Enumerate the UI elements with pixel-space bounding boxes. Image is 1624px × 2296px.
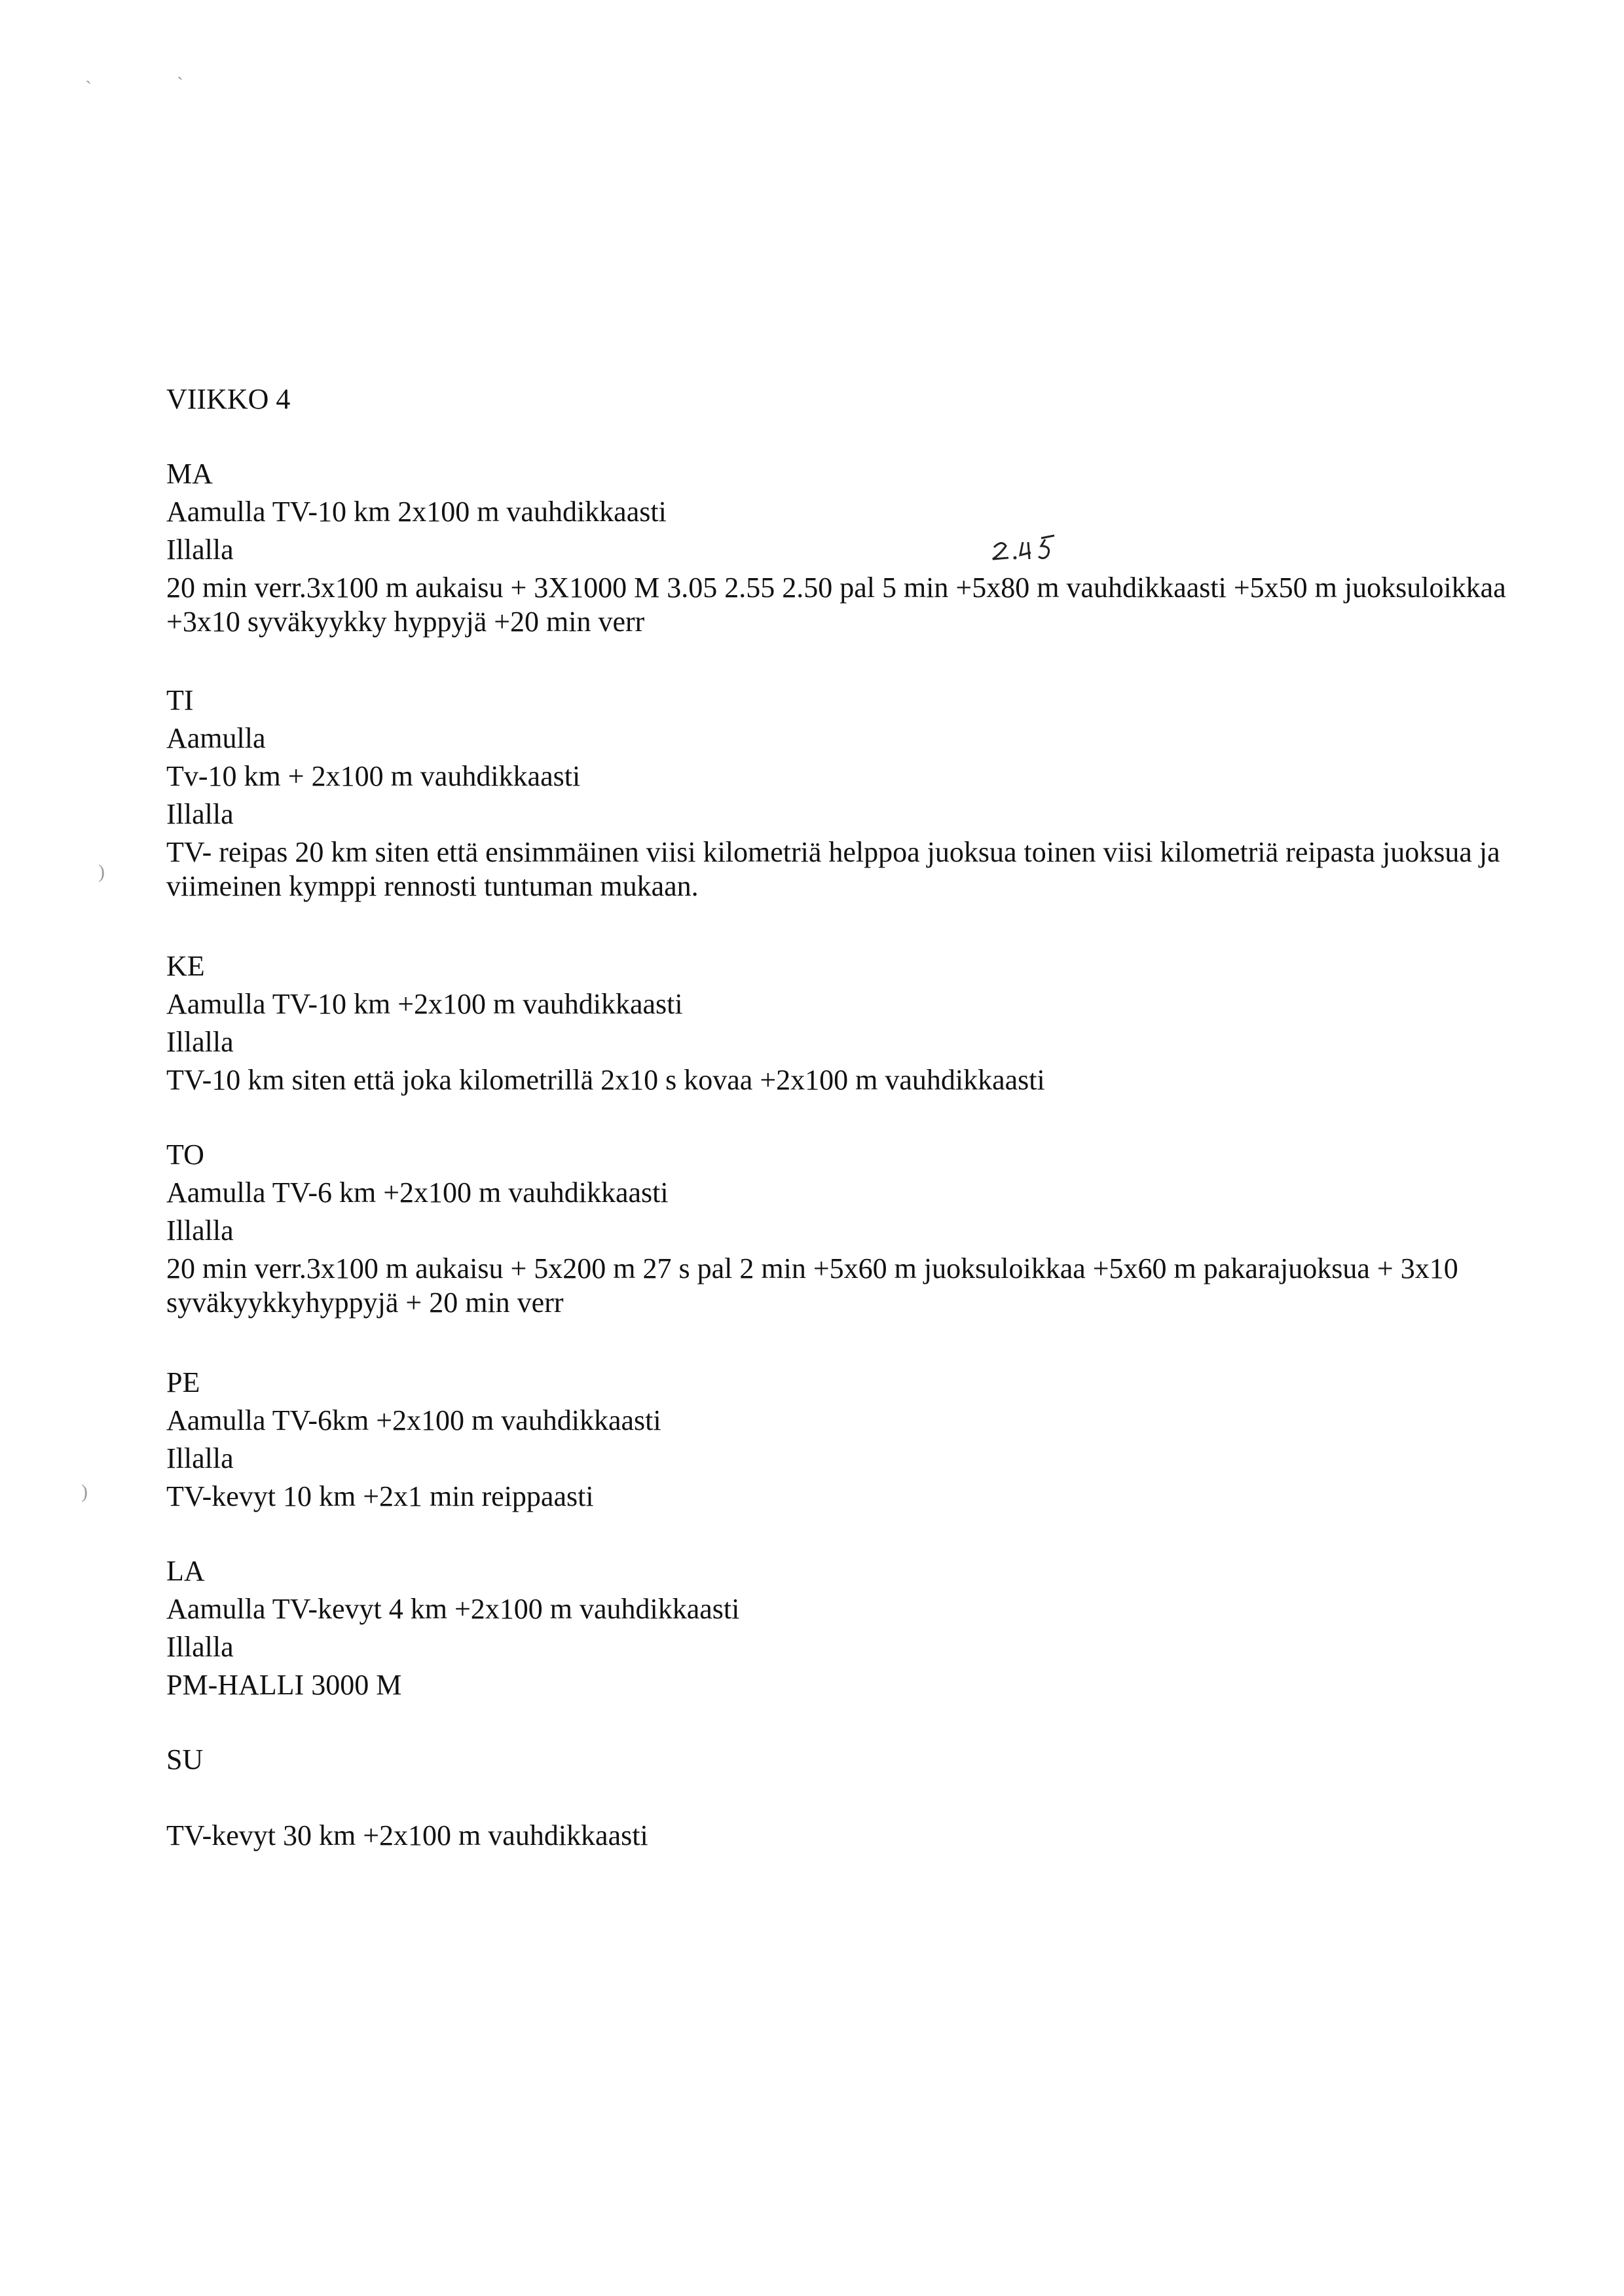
ma-evening: 20 min verr.3x100 m aukaisu + 3X1000 M 3.05 2.55 2.50 pal 5 min +5x80 m vauhdikkaasti +5x50 m juoksuloikkaa +3x10 syväkyykky hyppyjä +20 min verr [166,572,1506,638]
ke-morning: Aamulla TV-10 km +2x100 m vauhdikkaasti [166,988,683,1020]
ke-evening: TV-10 km siten että joka kilometrillä 2x10 s kovaa +2x100 m vauhdikkaasti [166,1064,1045,1096]
to-evening-label: Illalla [166,1214,234,1247]
pe-morning: Aamulla TV-6km +2x100 m vauhdikkaasti [166,1404,661,1436]
day-label-la: LA [166,1555,205,1587]
ma-evening-label: Illalla [166,534,234,566]
to-morning: Aamulla TV-6 km +2x100 m vauhdikkaasti [166,1176,669,1209]
day-label-su: SU [166,1743,204,1776]
day-label-ma: MA [166,458,213,490]
day-label-ti: TI [166,684,194,716]
ma-morning: Aamulla TV-10 km 2x100 m vauhdikkaasti [166,496,667,528]
day-label-to: TO [166,1139,204,1171]
day-label-pe: PE [166,1366,200,1398]
scan-mark: ` [85,77,92,99]
ti-evening: TV- reipas 20 km siten että ensimmäinen viisi kilometriä helppoa juoksua toinen viisi kilometriä reipasta juoksua ja viimeinen kymppi rennosti tuntuman mukaan. [166,836,1500,902]
week-title: VIIKKO 4 [166,383,291,415]
pe-evening-label: Illalla [166,1442,234,1474]
pe-evening: TV-kevyt 10 km +2x1 min reippaasti [166,1480,594,1512]
scan-mark: ) [98,861,105,883]
scan-mark: ) [81,1481,88,1503]
handwritten-note [989,522,1067,568]
la-morning: Aamulla TV-kevyt 4 km +2x100 m vauhdikkaasti [166,1593,740,1625]
ti-morning-label: Aamulla [166,722,266,754]
la-evening: PM-HALLI 3000 M [166,1669,402,1701]
ke-evening-label: Illalla [166,1026,234,1058]
su-session: TV-kevyt 30 km +2x100 m vauhdikkaasti [166,1819,648,1851]
to-evening: 20 min verr.3x100 m aukaisu + 5x200 m 27 s pal 2 min +5x60 m juoksuloikkaa +5x60 m pakarajuoksua + 3x10 syväkyykkyhyppyjä + 20 min verr [166,1252,1458,1319]
ti-morning: Tv-10 km + 2x100 m vauhdikkaasti [166,760,581,792]
day-label-ke: KE [166,950,205,982]
la-evening-label: Illalla [166,1631,234,1663]
scan-mark: ` [177,73,183,95]
ti-evening-label: Illalla [166,798,234,830]
